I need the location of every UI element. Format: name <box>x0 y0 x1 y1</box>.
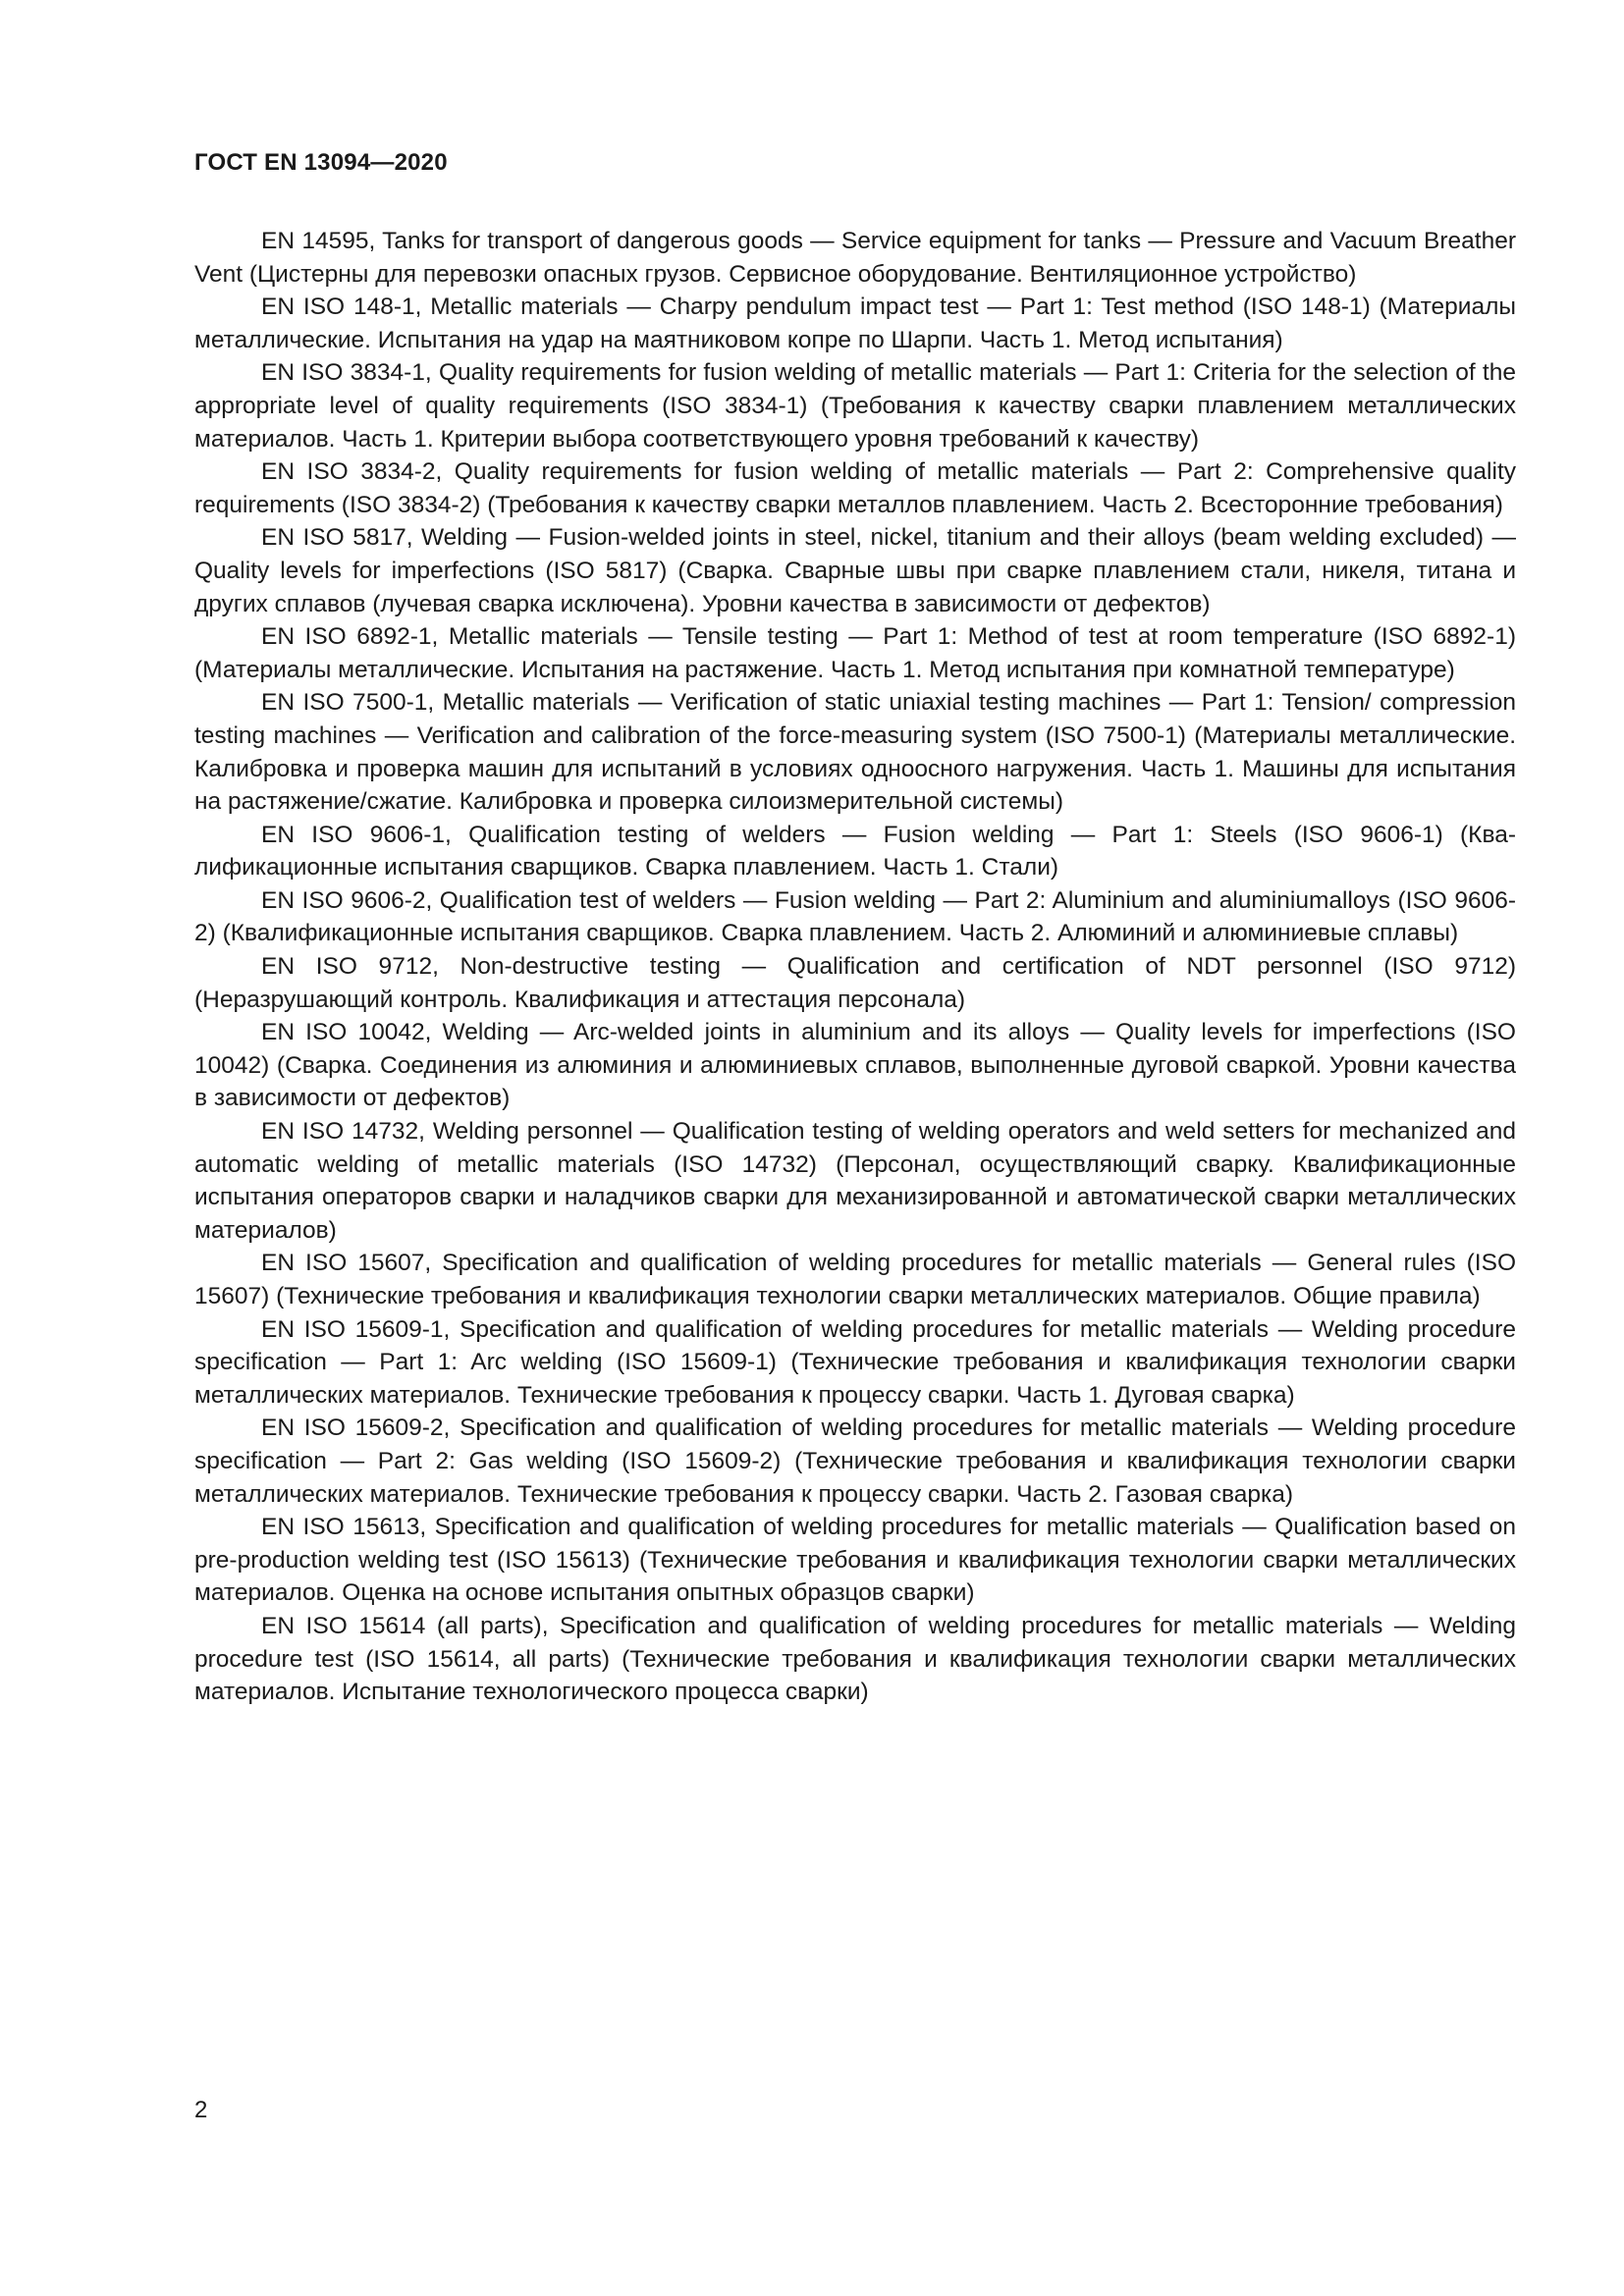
reference-en-iso-3834-2: EN ISO 3834-2, Quality requirements for fusion welding of metallic materials — Part 2: Comprehensive quality requirements (ISO 3834-2) (Требования к качеству сварки металлов плавлением. Часть 2. Всесторонние требования) <box>194 458 1516 518</box>
reference-en-iso-148-1: EN ISO 148-1, Metallic materials — Charpy pendulum impact test — Part 1: Test method (ISO 148-1) (Материалы металлические. Испытания на удар на маятниковом копре по Шарпи. Часть 1. Метод испытания) <box>194 294 1516 353</box>
reference-en-iso-14732: EN ISO 14732, Welding personnel — Qualification testing of welding operators and weld setters for mechanized and automatic welding of metallic materials (ISO 14732) (Персонал, осуществляющий сварку. Квалификационные испытания операторов сварки и наладчиков сварки для механизированной и автоматической сварки металлических материалов) <box>194 1118 1516 1244</box>
reference-en-iso-15607: EN ISO 15607, Specification and qualification of welding procedures for metallic materials — General rules (ISO 15607) (Технические требования и квалификация технологии сварки металлических материалов. Общие правила) <box>194 1250 1516 1309</box>
reference-en-iso-15614: EN ISO 15614 (all parts), Specification and qualification of welding procedures for metallic materials — Welding procedure test (ISO 15614, all parts) (Технические требования и квалификация технологии сварки металлических материалов. Испытание технологического процесса сварки) <box>194 1612 1516 1706</box>
reference-en-iso-5817: EN ISO 5817, Welding — Fusion-welded joints in steel, nickel, titanium and their alloys (beam welding excluded) — Quality levels for imperfections (ISO 5817) (Сварка. Сварные швы при сварке плавлением стали, никеля, титана и других сплавов (лучевая сварка исключена). Уровни качества в зависимости от дефектов) <box>194 524 1516 617</box>
reference-en-iso-9606-2: EN ISO 9606-2, Qualification test of welders — Fusion welding — Part 2: Aluminium and aluminiumalloys (ISO 9606-2) (Квалификационные испытания сварщиков. Сварка плавлением. Часть 2. Алюминий и алюминиевые сплавы) <box>194 886 1516 947</box>
normative-references-list <box>194 225 1516 1709</box>
document-header: ГОСТ EN 13094—2020 <box>194 149 448 176</box>
reference-en-iso-6892-1: EN ISO 6892-1, Metallic materials — Tensile testing — Part 1: Method of test at room temperature (ISO 6892-1) (Материалы металлические. Испытания на растяжение. Часть 1. Метод испытания при комнатной температуре) <box>194 623 1516 683</box>
reference-en-iso-3834-1: EN ISO 3834-1, Quality requirements for fusion welding of metallic materials — Part 1: Criteria for the selection of the appropriate level of quality requirements (ISO 3834-1) (Требования к качеству сварки плавлением металлических материалов. Часть 1. Критерии выбора соответствующего уровня требований к качеству) <box>194 359 1516 453</box>
reference-en-iso-15609-1: EN ISO 15609-1, Specification and qualification of welding procedures for metallic materials — Welding procedure specification — Part 1: Arc welding (ISO 15609-1) (Технические требования и квалификация технологии сварки металлических материалов. Технические требования к процессу сварки. Часть 1. Дуговая сварка) <box>194 1315 1516 1409</box>
page-number: 2 <box>194 2097 208 2123</box>
reference-en-iso-9606-1: EN ISO 9606-1, Qualification testing of welders — Fusion welding — Part 1: Steels (ISO 9606-1) (Квалификационные испытания сварщиков. Сварка плавлением. Часть 1. Стали) <box>194 821 1516 881</box>
reference-en-14595: EN 14595, Tanks for transport of dangerous goods — Service equipment for tanks — Pressure and Vacuum Breather Vent (Цистерны для перевозки опасных грузов. Сервисное оборудование. Вентиляционное устройство) <box>194 228 1516 288</box>
reference-en-iso-15613: EN ISO 15613, Specification and qualification of welding procedures for metallic materials — Qualification based on pre-production welding test (ISO 15613) (Технические требования и квалификация технологии сварки металлических материалов. Оценка на основе испытания опытных образцов сварки) <box>194 1514 1516 1607</box>
reference-en-iso-7500-1: EN ISO 7500-1, Metallic materials — Verification of static uniaxial testing machines — Part 1: Tension/ compression testing machines — Verification and calibration of the force-measuring system (ISO 7500-1) (Материалы металлические. Калибровка и проверка машин для испытаний в условиях одноосного нагружения. Часть 1. Машины для испытания на растяжение/сжатие. Калибровка и проверка силоизмерительной системы) <box>194 689 1516 816</box>
reference-en-iso-10042: EN ISO 10042, Welding — Arc-welded joints in aluminium and its alloys — Quality levels for imperfections (ISO 10042) (Сварка. Соединения из алюминия и алюминиевых сплавов, выполненные дуговой сваркой. Уровни качества в зависимости от дефектов) <box>194 1019 1516 1112</box>
reference-en-iso-9712: EN ISO 9712, Non-destructive testing — Qualification and certification of NDT personnel (ISO 9712) (Неразрушающий контроль. Квалификация и аттестация персонала) <box>194 953 1516 1013</box>
reference-en-iso-15609-2: EN ISO 15609-2, Specification and qualification of welding procedures for metallic materials — Welding procedure specification — Part 2: Gas welding (ISO 15609-2) (Технические требования и квалификация технологии сварки металлических материалов. Технические требования к процессу сварки. Часть 2. Газовая сварка) <box>194 1415 1516 1508</box>
